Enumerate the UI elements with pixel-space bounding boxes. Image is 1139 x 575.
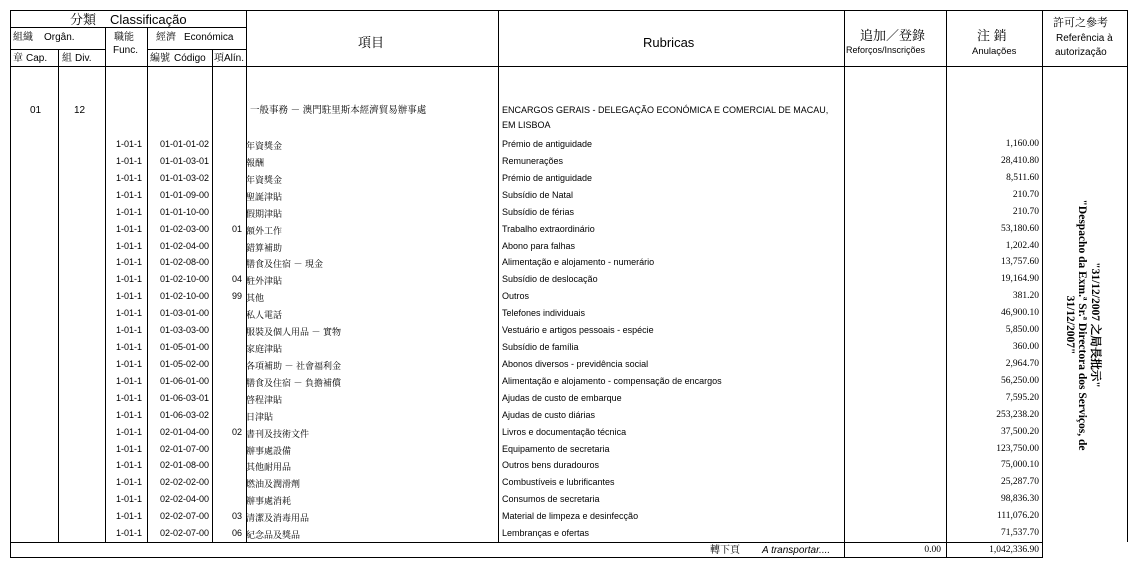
anulacao-amount: 111,076.20 <box>996 511 1039 522</box>
table-row <box>10 457 1128 474</box>
func-code: 1-01-1 <box>115 308 142 319</box>
rubrica-pt: Combustíveis e lubrificantes <box>502 477 615 488</box>
anulacao-amount: 210.70 <box>1012 189 1039 200</box>
table-row <box>10 288 1128 305</box>
func-code: 1-01-1 <box>115 155 142 166</box>
rubrica-pt: Abono para falhas <box>502 240 576 251</box>
table-row <box>10 322 1128 339</box>
item-zh: 駐外津貼 <box>246 276 283 287</box>
anulacao-amount: 5,850.00 <box>1005 325 1039 336</box>
rubrica-pt: Livros e documentação técnica <box>502 426 627 437</box>
func-code: 1-01-1 <box>115 291 142 302</box>
authorization-note <box>1042 170 1122 480</box>
econ-code: 01-01-03-02 <box>159 172 209 183</box>
func-code: 1-01-1 <box>115 172 142 183</box>
func-code: 1-01-1 <box>115 375 142 386</box>
item-zh: 日津貼 <box>246 411 274 422</box>
func-code: 1-01-1 <box>115 240 142 251</box>
anulacao-amount: 210.70 <box>1012 206 1039 217</box>
entity-name-pt-2: EM LISBOA <box>502 120 551 130</box>
div-pt: Div. <box>75 53 92 64</box>
econ-code: 02-02-04-00 <box>159 494 209 505</box>
reforcos-pt: Reforços/Inscrições <box>846 45 926 55</box>
classif-zh: 分類 <box>70 12 97 27</box>
anulacao-amount: 98,836.30 <box>1001 494 1039 505</box>
table-row <box>10 407 1128 424</box>
table-row <box>10 339 1128 356</box>
header-sub-line-3 <box>147 49 246 50</box>
cap-zh: 章 <box>13 53 23 64</box>
func-code: 1-01-1 <box>115 426 142 437</box>
econ-code: 01-02-03-00 <box>159 223 209 234</box>
rubrica-pt: Trabalho extraordinário <box>502 223 595 234</box>
func-code: 1-01-1 <box>115 460 142 471</box>
econ-code: 01-02-08-00 <box>159 257 209 268</box>
bottom-border <box>10 557 1042 558</box>
table-row <box>10 525 1128 542</box>
func-code: 1-01-1 <box>115 528 142 539</box>
code-pt: Código <box>174 53 206 64</box>
rubrica-pt: Ajudas de custo diárias <box>502 409 596 420</box>
table-row <box>10 356 1128 373</box>
econ-code: 02-01-04-00 <box>159 426 209 437</box>
anulacao-amount: 253,238.20 <box>996 409 1039 420</box>
anulacao-amount: 56,250.00 <box>1001 375 1039 386</box>
organ-pt: Orgân. <box>44 32 75 43</box>
item-zh: 膳食及住宿 － 負擔補償 <box>246 377 342 388</box>
econ-code: 01-06-03-02 <box>159 409 209 420</box>
alinea: 03 <box>231 511 242 522</box>
authorization-line-1: "31/12/2007 之局長批示" <box>1088 262 1101 388</box>
anulacao-amount: 381.20 <box>1012 291 1039 302</box>
table-row <box>10 271 1128 288</box>
table-row <box>10 221 1128 238</box>
econ-code: 01-05-01-00 <box>159 342 209 353</box>
anul-pt: Anulações <box>972 46 1017 57</box>
econ-code: 01-06-03-01 <box>159 392 209 403</box>
item-zh: 其他耐用品 <box>246 462 292 473</box>
table-row <box>10 441 1128 458</box>
alinea: 99 <box>231 291 242 302</box>
table-row <box>10 238 1128 255</box>
func-code: 1-01-1 <box>115 325 142 336</box>
func-code: 1-01-1 <box>115 274 142 285</box>
func-code: 1-01-1 <box>115 223 142 234</box>
div-zh: 組 <box>62 53 72 64</box>
anulacao-amount: 71,537.70 <box>1001 528 1039 539</box>
item-zh: 紀念品及獎品 <box>246 530 301 541</box>
rubricas-heading: Rubricas <box>643 35 695 50</box>
func-code: 1-01-1 <box>115 139 142 149</box>
rubrica-pt: Alimentação e alojamento - compensação de encargos <box>502 375 722 386</box>
item-zh: 清潔及消毒用品 <box>246 513 310 524</box>
rubrica-pt: Outros <box>502 291 530 302</box>
anulacao-amount: 2,964.70 <box>1005 358 1039 369</box>
rubrica-pt: Abonos diversos - previdência social <box>502 358 649 369</box>
rubrica-pt: Subsídio de deslocação <box>502 274 598 285</box>
rubrica-pt: Prémio de antiguidade <box>502 139 593 149</box>
econ-pt: Económica <box>184 32 234 43</box>
func-code: 1-01-1 <box>115 392 142 403</box>
table-row <box>10 305 1128 322</box>
func-code: 1-01-1 <box>115 477 142 488</box>
rubrica-pt: Consumos de secretaria <box>502 494 600 505</box>
entity-name-zh: 一般事務 － 澳門駐里斯本經濟貿易辦事處 <box>250 105 427 116</box>
reforcos-zh: 追加／登錄 <box>860 28 926 43</box>
anulacao-amount: 7,595.20 <box>1005 392 1039 403</box>
alinea: 06 <box>231 528 242 539</box>
header-sub-line <box>10 27 246 28</box>
item-zh: 聖誕津貼 <box>246 191 283 202</box>
cap-pt: Cap. <box>26 53 48 64</box>
anulacao-amount: 19,164.90 <box>1001 274 1039 285</box>
item-zh: 辦事處設備 <box>246 445 292 456</box>
rubrica-pt: Remunerações <box>502 155 564 166</box>
econ-code: 01-02-10-00 <box>159 291 209 302</box>
anulacao-amount: 8,511.60 <box>1006 172 1039 183</box>
transport-zh: 轉下頁 <box>710 545 740 556</box>
rubrica-pt: Subsídio de Natal <box>502 189 574 200</box>
item-zh: 報酬 <box>246 157 265 168</box>
item-zh: 燃油及潤滑劑 <box>246 479 301 490</box>
alinea: 01 <box>231 223 242 234</box>
item-zh: 各項補助 － 社會福利金 <box>246 360 342 371</box>
anulacao-amount: 13,757.60 <box>1001 257 1039 268</box>
rubrica-pt: Vestuário e artigos pessoais - espécie <box>502 325 654 336</box>
item-zh: 其他 <box>246 293 265 304</box>
econ-code: 01-01-01-02 <box>159 139 209 149</box>
econ-code: 02-01-07-00 <box>159 443 209 454</box>
econ-code: 01-05-02-00 <box>159 358 209 369</box>
rubrica-pt: Material de limpeza e desinfecção <box>502 511 639 522</box>
table-row <box>10 424 1128 441</box>
anulacao-amount: 123,750.00 <box>996 443 1039 454</box>
transport-pt: A transportar.... <box>762 545 831 556</box>
econ-code: 01-02-10-00 <box>159 274 209 285</box>
rubrica-pt: Prémio de antiguidade <box>502 172 593 183</box>
ref-pt2: autorização <box>1055 47 1107 58</box>
item-zh: 假期津貼 <box>246 208 283 219</box>
item-zh: 膳食及住宿 － 現金 <box>246 259 324 270</box>
anulacao-amount: 53,180.60 <box>1001 223 1039 234</box>
authorization-line-3: 31/12/2007" <box>1063 295 1076 355</box>
func-code: 1-01-1 <box>115 189 142 200</box>
item-zh: 年資獎金 <box>246 141 283 151</box>
alin-zh: 項 <box>214 53 224 64</box>
classif-pt: Classificação <box>110 12 187 27</box>
func-code: 1-01-1 <box>115 494 142 505</box>
footer-top-border <box>10 542 1042 543</box>
item-zh: 書刊及技術文件 <box>246 428 310 439</box>
func-code: 1-01-1 <box>115 409 142 420</box>
rubrica-pt: Alimentação e alojamento - numerário <box>502 257 655 268</box>
econ-code: 01-03-01-00 <box>159 308 209 319</box>
anulacao-amount: 360.00 <box>1012 342 1039 353</box>
table-row <box>10 153 1128 170</box>
func-code: 1-01-1 <box>115 342 142 353</box>
anulacao-amount: 25,287.70 <box>1001 477 1039 488</box>
econ-code: 02-01-08-00 <box>159 460 209 471</box>
econ-code: 01-01-10-00 <box>159 206 209 217</box>
ref-zh: 許可之參考 <box>1053 17 1108 29</box>
table-row <box>10 474 1128 491</box>
rubrica-pt: Telefones individuais <box>502 308 586 319</box>
item-zh: 錯算補助 <box>246 242 283 253</box>
func-code: 1-01-1 <box>115 257 142 268</box>
ref-pt1: Referência à <box>1056 33 1113 44</box>
rubrica-pt: Lembranças e ofertas <box>502 528 590 539</box>
func-code: 1-01-1 <box>115 358 142 369</box>
econ-code: 01-06-01-00 <box>159 375 209 386</box>
header-bottom-border <box>10 66 1128 67</box>
econ-code: 02-02-02-00 <box>159 477 209 488</box>
item-zh: 年資獎金 <box>246 174 283 185</box>
econ-zh: 經濟 <box>156 32 176 43</box>
organ-zh: 組織 <box>13 32 33 43</box>
budget-sheet <box>10 10 1128 558</box>
func-code: 1-01-1 <box>115 206 142 217</box>
anulacao-amount: 28,410.80 <box>1001 155 1039 166</box>
econ-code: 01-01-09-00 <box>159 189 209 200</box>
econ-code: 02-02-07-00 <box>159 511 209 522</box>
econ-code: 01-01-03-01 <box>159 155 209 166</box>
code-zh: 編號 <box>150 53 170 64</box>
table-row <box>10 170 1128 187</box>
entity-cap: 01 <box>30 105 42 116</box>
rubrica-pt: Subsídio de férias <box>502 206 575 217</box>
alinea: 02 <box>231 426 242 437</box>
authorization-line-2: "Despacho da Exm.ª Sr.ª Directora dos Serviços, de <box>1076 199 1089 451</box>
rubrica-pt: Outros bens duradouros <box>502 460 600 471</box>
total-reforcos: 0.00 <box>924 545 941 555</box>
func-zh: 職能 <box>114 32 134 43</box>
econ-code: 01-03-03-00 <box>159 325 209 336</box>
item-zh: 額外工作 <box>246 225 283 236</box>
alin-pt: Alín. <box>224 53 245 64</box>
table-row <box>10 187 1128 204</box>
rubrica-pt: Ajudas de custo de embarque <box>502 392 622 403</box>
func-pt: Func. <box>113 45 139 56</box>
func-code: 1-01-1 <box>115 511 142 522</box>
table-row <box>10 390 1128 407</box>
rubrica-pt: Subsídio de família <box>502 342 579 353</box>
table-row <box>10 491 1128 508</box>
item-zh: 私人電話 <box>246 310 283 321</box>
econ-code: 02-02-07-00 <box>159 528 209 539</box>
econ-code: 01-02-04-00 <box>159 240 209 251</box>
item-zh: 啓程津貼 <box>246 394 283 405</box>
entity-div: 12 <box>74 105 86 116</box>
item-zh: 辦事處消耗 <box>246 496 292 507</box>
anul-zh: 注 銷 <box>977 28 1007 43</box>
table-row <box>10 373 1128 390</box>
total-anulacoes: 1,042,336.90 <box>989 545 1039 555</box>
anulacao-amount: 75,000.10 <box>1001 460 1039 471</box>
entity-name-pt-1: ENCARGOS GERAIS - DELEGAÇÃO ECONÓMICA E COMERCIAL DE MACAU, <box>502 105 829 115</box>
anulacao-amount: 1,202.40 <box>1005 240 1039 251</box>
alinea: 04 <box>231 274 242 285</box>
anulacao-amount: 46,900.10 <box>1001 308 1039 319</box>
table-row <box>10 136 1128 153</box>
item-zh: 服裝及個人用品 － 實物 <box>246 327 342 338</box>
func-code: 1-01-1 <box>115 443 142 454</box>
anulacao-amount: 1,160.00 <box>1005 139 1039 149</box>
item-zh: 家庭津貼 <box>246 344 283 355</box>
top-border <box>10 10 1128 11</box>
table-row <box>10 204 1128 221</box>
anulacao-amount: 37,500.20 <box>1001 426 1039 437</box>
table-row <box>10 254 1128 271</box>
item-zh-heading: 項目 <box>358 35 385 50</box>
rubrica-pt: Equipamento de secretaria <box>502 443 610 454</box>
table-row <box>10 508 1128 525</box>
